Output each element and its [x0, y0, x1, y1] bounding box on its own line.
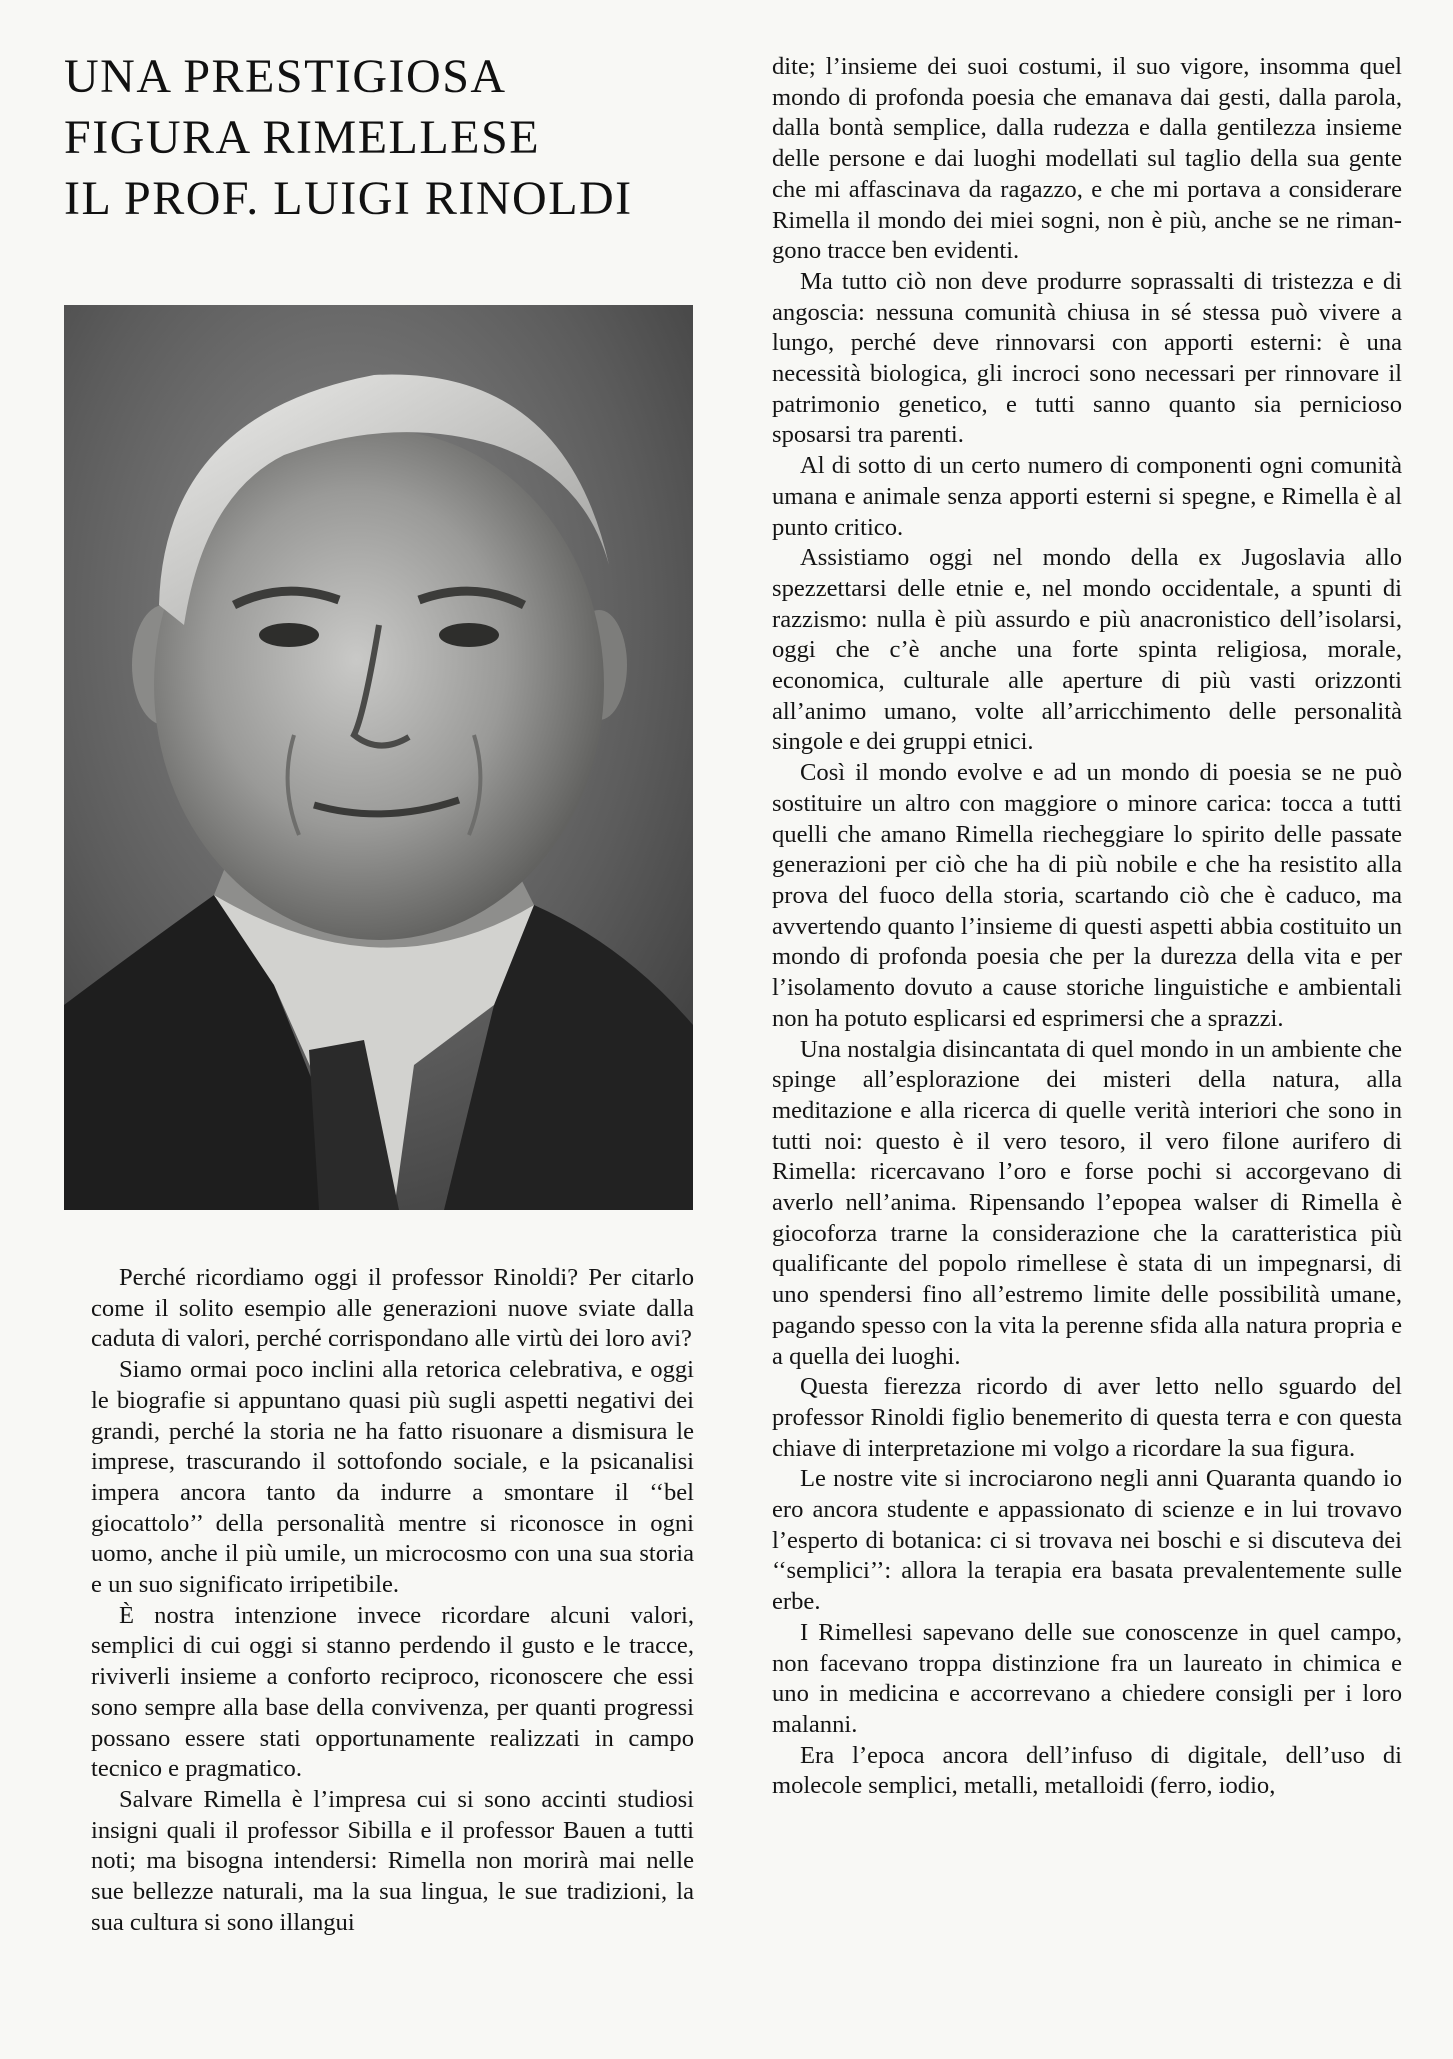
paragraph: I Rimellesi sapevano delle sue conoscenze in quel campo, non facevano troppa distinzione fra un laureato in chimica e uno in medicina e accorrevano a chiedere consigli per i loro malanni. — [772, 1618, 1402, 1738]
title-line-2: FIGURA RIMELLESE — [64, 111, 541, 164]
article-title — [64, 46, 704, 229]
paragraph: dite; l’insieme dei suoi costumi, il suo vigore, insomma quel mondo di profonda poesia che emanava dai gesti, dalla parola, dalla bontà semplice, dalla rudezza e dalla gentilezza insieme delle persone e dai luoghi modellati sul taglio della sua gente che mi affascinava da ragazzo, e che mi portava a considerare Rimella il mondo dei miei sogni, non è più, anche se ne rimangono tracce ben evidenti. — [772, 53, 1402, 265]
paragraph: Siamo ormai poco inclini alla retorica celebrativa, e oggi le biografie si appuntano quasi più sugli aspetti negativi dei grandi, perché la storia ne ha fatto risuonare a dismisura le imprese, trascurando il sottofondo sociale, e la psicanalisi impera ancora tanto da indurre a smontare il ‘‘bel giocattolo’’ della personalità mentre si riconosce in ogni uomo, anche il più umile, un microcosmo con una sua storia e un suo significato irripetibile. — [91, 1356, 694, 1599]
paragraph: Così il mondo evolve e ad un mondo di poesia se ne può sostituire un altro con maggiore o minore carica: tocca a tutti quelli che amano Rimella riecheggiare lo spirito delle passate generazioni per ciò che ha di più nobile e che ha resistito alla prova del fuoco della storia, scartando ciò che è caduco, ma avvertendo quanto l’insieme di questi aspetti abbia costituito un mondo di profonda poesia che per la durezza della vita e per l’isolamento dovuto a cause storiche linguistiche e ambientali non ha potuto esplicarsi ed esprimersi che a sprazzi. — [772, 759, 1402, 1032]
paragraph: Al di sotto di un certo numero di componenti ogni comunità umana e animale senza apporti esterni si spegne, e Rimella è al punto critico. — [772, 452, 1402, 541]
portrait-photo — [64, 305, 693, 1210]
article-body-left-column — [91, 1263, 694, 1938]
paragraph: È nostra intenzione invece ricordare alcuni valori, semplici di cui oggi si stanno perdendo il gusto e le tracce, riviverli insieme a conforto reciproco, riconoscere che essi sono sempre alla base della convivenza, per quanti progressi possano essere stati opportunamente realizzati in campo tecnico e pragmatico. — [91, 1601, 694, 1783]
paragraph: Assistiamo oggi nel mondo della ex Jugoslavia allo spezzettarsi delle etnie e, nel mondo occidentale, a spunti di razzismo: nulla è più assurdo e più anacronistico dell’isolarsi, oggi che c’è anche una forte spinta religiosa, morale, economica, culturale alle aperture di più vasti orizzonti all’animo umano, volte all’arricchimento delle personalità singole e dei gruppi etnici. — [772, 544, 1402, 756]
article-body-right-column — [772, 52, 1402, 1802]
paragraph: Le nostre vite si incrociarono negli anni Quaranta quando io ero ancora studente e appassionato di scienze e in lui trovavo l’esperto di botanica: ci si trovava nei boschi e si discuteva dei ‘‘semplici’’: allora la terapia era basata prevalentemente sulle erbe. — [772, 1465, 1402, 1616]
paragraph: Era l’epoca ancora dell’infuso di digitale, dell’uso di molecole semplici, metalli, metalloidi (ferro, iodio, — [772, 1741, 1402, 1800]
paragraph: Perché ricordiamo oggi il professor Rinoldi? Per citarlo come il solito esempio alle generazioni nuove sviate dalla caduta di valori, perché corrispondano alle virtù dei loro avi? — [91, 1264, 694, 1353]
paragraph: Una nostalgia disincantata di quel mondo in un ambiente che spinge all’esplorazione dei misteri della natura, alla meditazione e alla ricerca di quelle verità interiori che sono in tutti noi: questo è il vero tesoro, il vero filone aurifero di Rimella: ricercavano l’oro e forse pochi si accorgevano di averlo nell’anima. Ripensando l’epopea walser di Rimella è giocoforza trarne la considerazione che la caratteristica più qualificante del popolo rimellese è stata di un impegnarsi, di uno spendersi fino all’estremo limite delle possibilità umane, pagando spesso con la vita la perenne sfida alla natura propria e a quella dei luoghi. — [772, 1035, 1402, 1370]
paragraph: Salvare Rimella è l’impresa cui si sono accinti studiosi insigni quali il professor Sibilla e il professor Bauen a tutti noti; ma bisogna intendersi: Rimella non morirà mai nelle sue bellezze naturali, ma la sua lingua, le sue tradizioni, la sua cultura si sono illangui — [91, 1785, 694, 1936]
title-line-1: UNA PRESTIGIOSA — [64, 50, 507, 103]
portrait-illustration — [64, 305, 693, 1210]
paragraph: Questa fierezza ricordo di aver letto nello sguardo del professor Rinoldi figlio benemerito di questa terra e con questa chiave di interpretazione mi volgo a ricordare la sua figura. — [772, 1373, 1402, 1462]
paragraph: Ma tutto ciò non deve produrre soprassalti di tristezza e di angoscia: nessuna comunità chiusa in sé stessa può vivere a lungo, perché deve rinnovarsi con apporti esterni: è una necessità biologica, gli incroci sono necessari per rinnovare il patrimonio genetico, e tutti sanno quanto sia pernicioso sposarsi tra parenti. — [772, 267, 1402, 449]
title-line-3: IL PROF. LUIGI RINOLDI — [64, 172, 633, 225]
